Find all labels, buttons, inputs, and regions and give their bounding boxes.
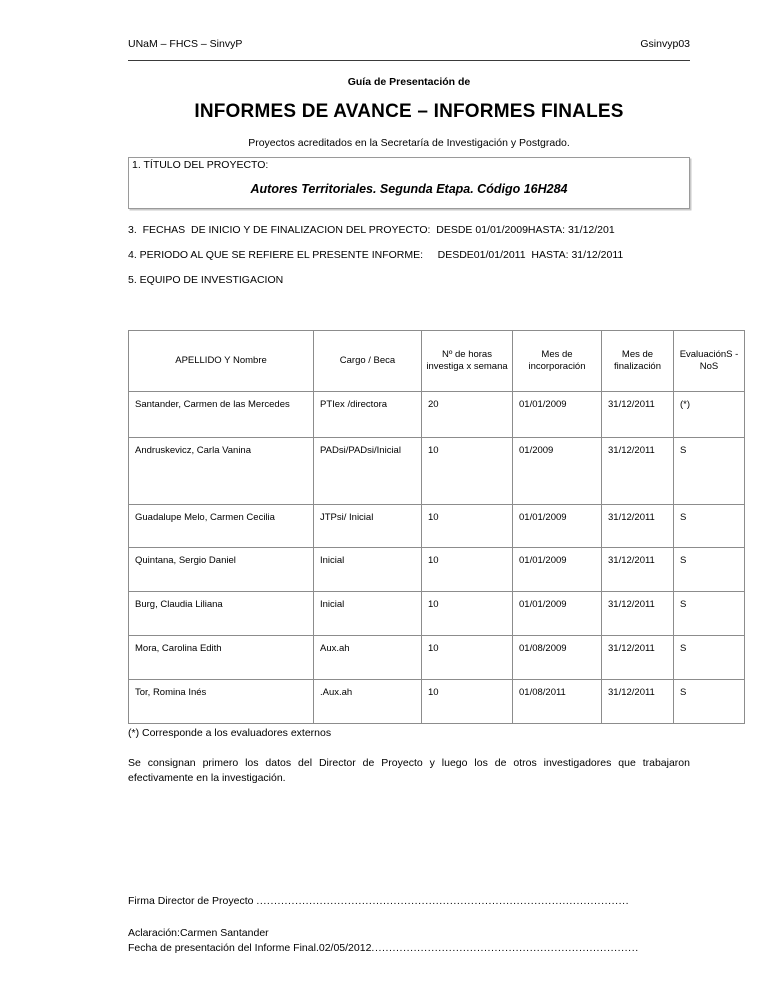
table-row bbox=[129, 548, 745, 592]
cell-cargo: Inicial bbox=[314, 548, 422, 592]
cell-incorporacion: 01/01/2009 bbox=[513, 592, 602, 636]
page-content bbox=[128, 0, 739, 956]
clarification-row bbox=[128, 926, 690, 941]
column-header-horas: Nº de horas investiga x semana bbox=[422, 331, 513, 392]
cell-finalizacion: 31/12/2011 bbox=[602, 548, 674, 592]
project-dates-line: 3. FECHAS DE INICIO Y DE FINALIZACION DEL PROYECTO: DESDE 01/01/2009HASTA: 31/12/201 bbox=[128, 224, 615, 236]
column-header-cargo-beca: Cargo / Beca bbox=[314, 331, 422, 392]
table-row bbox=[129, 505, 745, 548]
report-period-line: 4. PERIODO AL QUE SE REFIERE EL PRESENTE INFORME: DESDE01/01/2011 HASTA: 31/12/2011 bbox=[128, 249, 624, 261]
cell-name: Mora, Carolina Edith bbox=[129, 636, 314, 680]
cell-incorporacion: 01/08/2009 bbox=[513, 636, 602, 680]
column-header-incorporacion: Mes de incorporación bbox=[513, 331, 602, 392]
signature-director-row bbox=[128, 894, 690, 909]
table-row bbox=[129, 680, 745, 724]
cell-finalizacion: 31/12/2011 bbox=[602, 392, 674, 438]
cell-evaluacion: S bbox=[674, 438, 745, 505]
header-divider bbox=[128, 60, 690, 61]
table-body bbox=[129, 392, 745, 724]
scope-line: Proyectos acreditados en la Secretaría de Investigación y Postgrado. bbox=[248, 137, 570, 149]
research-team-heading: 5. EQUIPO DE INVESTIGACION bbox=[128, 274, 284, 286]
table-row bbox=[129, 636, 745, 680]
project-title-box bbox=[128, 157, 690, 209]
cell-incorporacion: 01/01/2009 bbox=[513, 505, 602, 548]
table-row bbox=[129, 438, 745, 505]
cell-horas: 10 bbox=[422, 548, 513, 592]
submission-date-label: Fecha de presentación del Informe Final.02/05/2012 bbox=[128, 941, 372, 954]
table-row bbox=[129, 392, 745, 438]
signature-director-dots: .......................................................................................................... bbox=[256, 895, 630, 908]
cell-incorporacion: 01/08/2011 bbox=[513, 680, 602, 724]
cell-horas: 10 bbox=[422, 636, 513, 680]
cell-evaluacion: S bbox=[674, 505, 745, 548]
table-footnote: (*) Corresponde a los evaluadores externos bbox=[128, 727, 332, 739]
cell-finalizacion: 31/12/2011 bbox=[602, 592, 674, 636]
signature-director-label: Firma Director de Proyecto bbox=[128, 895, 257, 908]
clarification-text: Aclaración:Carmen Santander bbox=[128, 926, 269, 939]
cell-incorporacion: 01/01/2009 bbox=[513, 392, 602, 438]
cell-horas: 10 bbox=[422, 592, 513, 636]
cell-finalizacion: 31/12/2011 bbox=[602, 680, 674, 724]
column-header-finalizacion: Mes de finalización bbox=[602, 331, 674, 392]
cell-name: Andruskevicz, Carla Vanina bbox=[129, 438, 314, 505]
header-form-code: Gsinvyp03 bbox=[640, 38, 690, 50]
project-title-label: 1. TÍTULO DEL PROYECTO: bbox=[132, 159, 269, 171]
page-title: INFORMES DE AVANCE – INFORMES FINALES bbox=[194, 101, 624, 122]
cell-horas: 10 bbox=[422, 438, 513, 505]
column-header-evaluacion: EvaluaciónS - NoS bbox=[674, 331, 745, 392]
cell-evaluacion: S bbox=[674, 680, 745, 724]
cell-incorporacion: 01/2009 bbox=[513, 438, 602, 505]
cell-name: Burg, Claudia Liliana bbox=[129, 592, 314, 636]
cell-incorporacion: 01/01/2009 bbox=[513, 548, 602, 592]
cell-evaluacion: S bbox=[674, 592, 745, 636]
cell-cargo: PTIex /directora bbox=[314, 392, 422, 438]
cell-name: Quintana, Sergio Daniel bbox=[129, 548, 314, 592]
signature-spacer bbox=[128, 910, 690, 926]
cell-name: Guadalupe Melo, Carmen Cecilia bbox=[129, 505, 314, 548]
signature-block bbox=[128, 894, 690, 956]
cell-evaluacion: (*) bbox=[674, 392, 745, 438]
cell-finalizacion: 31/12/2011 bbox=[602, 636, 674, 680]
cell-finalizacion: 31/12/2011 bbox=[602, 505, 674, 548]
guide-label: Guía de Presentación de bbox=[347, 76, 471, 88]
cell-evaluacion: S bbox=[674, 636, 745, 680]
project-title-value: Autores Territoriales. Segunda Etapa. Código 16H284 bbox=[250, 182, 568, 196]
cell-cargo: Aux.ah bbox=[314, 636, 422, 680]
header-institution: UNaM – FHCS – SinvyP bbox=[128, 38, 243, 50]
cell-evaluacion: S bbox=[674, 548, 745, 592]
research-team-table bbox=[128, 330, 745, 724]
cell-cargo: .Aux.ah bbox=[314, 680, 422, 724]
submission-date-row bbox=[128, 941, 690, 956]
cell-cargo: JTPsi/ Inicial bbox=[314, 505, 422, 548]
column-header-apellido-nombre: APELLIDO Y Nombre bbox=[129, 331, 314, 392]
cell-horas: 10 bbox=[422, 680, 513, 724]
cell-name: Santander, Carmen de las Mercedes bbox=[129, 392, 314, 438]
cell-finalizacion: 31/12/2011 bbox=[602, 438, 674, 505]
running-header bbox=[128, 0, 690, 66]
cell-cargo: PADsi/PADsi/Inicial bbox=[314, 438, 422, 505]
cell-cargo: Inicial bbox=[314, 592, 422, 636]
cell-name: Tor, Romina Inés bbox=[129, 680, 314, 724]
cell-horas: 10 bbox=[422, 505, 513, 548]
table-row bbox=[129, 592, 745, 636]
cell-horas: 20 bbox=[422, 392, 513, 438]
submission-date-dots: ............................................................................ bbox=[371, 941, 639, 954]
instructions-paragraph: Se consignan primero los datos del Director de Proyecto y luego los de otros investigadores que trabajaron efectivamente en la investigación. bbox=[128, 757, 690, 785]
table-header bbox=[129, 331, 745, 392]
table-header-row bbox=[129, 331, 745, 392]
